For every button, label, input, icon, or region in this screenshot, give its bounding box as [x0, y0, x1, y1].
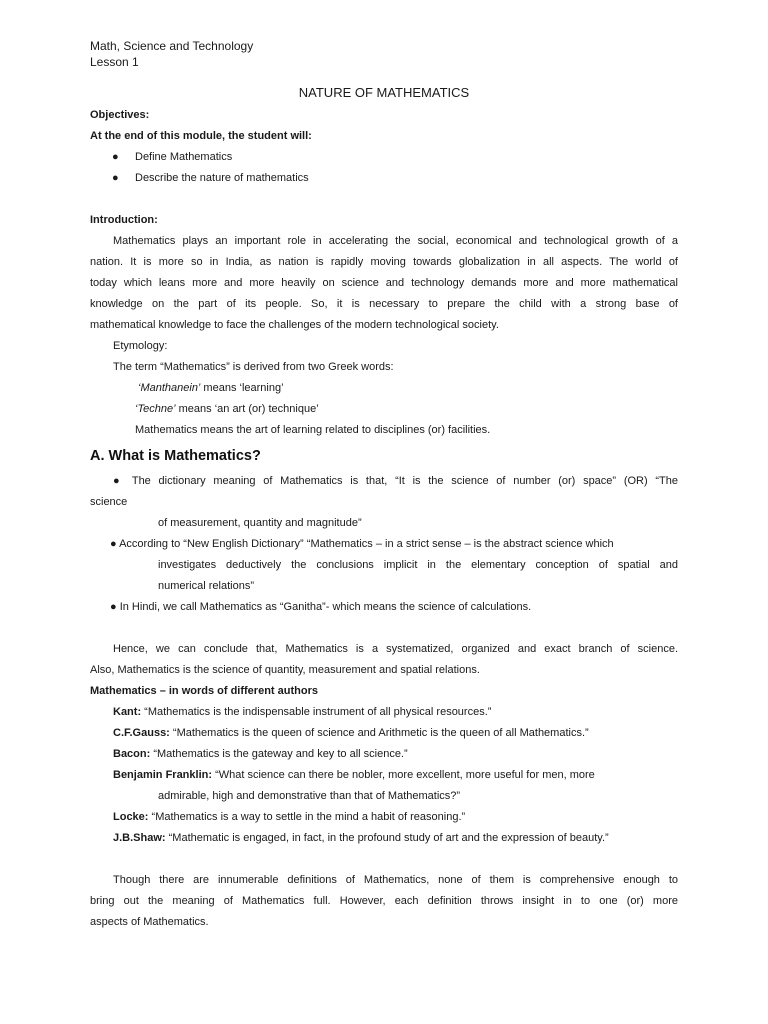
objectives-label: Objectives: — [90, 109, 150, 121]
conclusion-line: Hence, we can conclude that, Mathematics is a systematized, organized and exact branch of science. — [113, 643, 678, 655]
document-page — [90, 38, 678, 933]
greek-word: ‘Manthanein’ — [138, 382, 201, 394]
objective-text: Describe the nature of mathematics — [135, 172, 309, 184]
etymology-label: Etymology: — [113, 340, 168, 352]
definition-line: of measurement, quantity and magnitude” — [158, 517, 362, 529]
intro-line: nation. It is more so in India, as nation is rapidly moving towards globalization in all aspects. The world of — [90, 256, 678, 268]
greek-word: ‘Techne’ — [135, 403, 176, 415]
definition-line: ● According to “New English Dictionary” “Mathematics – in a strict sense – is the abstract science which — [110, 538, 614, 550]
closing-line: aspects of Mathematics. — [90, 916, 209, 928]
author-quote-continuation: admirable, high and demonstrative than that of Mathematics?” — [158, 790, 461, 802]
greek-meaning: means ‘an art (or) technique’ — [175, 403, 319, 415]
definition-line: ● In Hindi, we call Mathematics as “Ganitha”- which means the science of calculations. — [110, 601, 532, 613]
definition-line: investigates deductively the conclusions implicit in the elementary conception of spatial and — [158, 559, 678, 571]
definition-line: science — [90, 496, 128, 508]
intro-line: knowledge on the part of its people. So, it is necessary to prepare the child with a strong base of — [90, 298, 678, 310]
conclusion-line: Also, Mathematics is the science of quantity, measurement and spatial relations. — [90, 664, 480, 676]
author-quote-text: “Mathematic is engaged, in fact, in the profound study of art and the expression of beauty.” — [165, 832, 609, 844]
author-name: C.F.Gauss: — [113, 727, 170, 739]
author-name: Kant: — [113, 706, 142, 718]
author-name: J.B.Shaw: — [113, 832, 166, 844]
author-quote — [90, 807, 678, 828]
objective-item — [90, 168, 678, 189]
bullet-icon: ● — [112, 151, 119, 163]
authors-heading: Mathematics – in words of different authors — [90, 685, 318, 697]
course-title: Math, Science and Technology — [90, 39, 254, 53]
definition-line: ● The dictionary meaning of Mathematics is that, “It is the science of number (or) space” (OR) “The — [113, 475, 678, 487]
closing-line: Though there are innumerable definitions of Mathematics, none of them is comprehensive enough to — [113, 874, 678, 886]
etymology-conclusion: Mathematics means the art of learning related to disciplines (or) facilities. — [135, 424, 491, 436]
author-name: Locke: — [113, 811, 149, 823]
definition-line: numerical relations” — [158, 580, 254, 592]
author-quote — [90, 765, 678, 786]
greek-meaning: means ‘learning’ — [200, 382, 284, 394]
bullet-icon: ● — [112, 172, 119, 184]
objective-item — [90, 147, 678, 168]
author-quote-text: “What science can there be nobler, more excellent, more useful for men, more — [212, 769, 595, 781]
author-quote-text: “Mathematics is the gateway and key to all science.” — [150, 748, 408, 760]
author-quote — [90, 744, 678, 765]
intro-line: Mathematics plays an important role in accelerating the social, economical and technological growth of a — [113, 235, 678, 247]
etymology-word — [90, 399, 678, 420]
closing-line: bring out the meaning of Mathematics full. However, each definition throws insight in to one (or) more — [90, 895, 678, 907]
section-heading: A. What is Mathematics? — [90, 448, 261, 464]
page-title: NATURE OF MATHEMATICS — [298, 85, 470, 100]
author-quote-text: “Mathematics is the indispensable instrument of all physical resources.” — [141, 706, 492, 718]
introduction-label: Introduction: — [90, 214, 158, 226]
intro-line: mathematical knowledge to face the challenges of the modern technological society. — [90, 319, 499, 331]
author-quote — [90, 723, 678, 744]
lesson-label: Lesson 1 — [90, 55, 139, 69]
intro-line: today which leans more and more heavily on science and technology demands more and more mathematical — [90, 277, 678, 289]
objectives-intro: At the end of this module, the student will: — [90, 130, 312, 142]
author-quote — [90, 702, 678, 723]
author-quote — [90, 828, 678, 849]
author-quote-text: “Mathematics is the queen of science and Arithmetic is the queen of all Mathematics.” — [169, 727, 589, 739]
etymology-lead: The term “Mathematics” is derived from two Greek words: — [113, 361, 394, 373]
author-name: Benjamin Franklin: — [113, 769, 213, 781]
etymology-word — [90, 378, 678, 399]
objective-text: Define Mathematics — [135, 151, 233, 163]
author-quote-text: “Mathematics is a way to settle in the mind a habit of reasoning.” — [148, 811, 466, 823]
author-name: Bacon: — [113, 748, 151, 760]
